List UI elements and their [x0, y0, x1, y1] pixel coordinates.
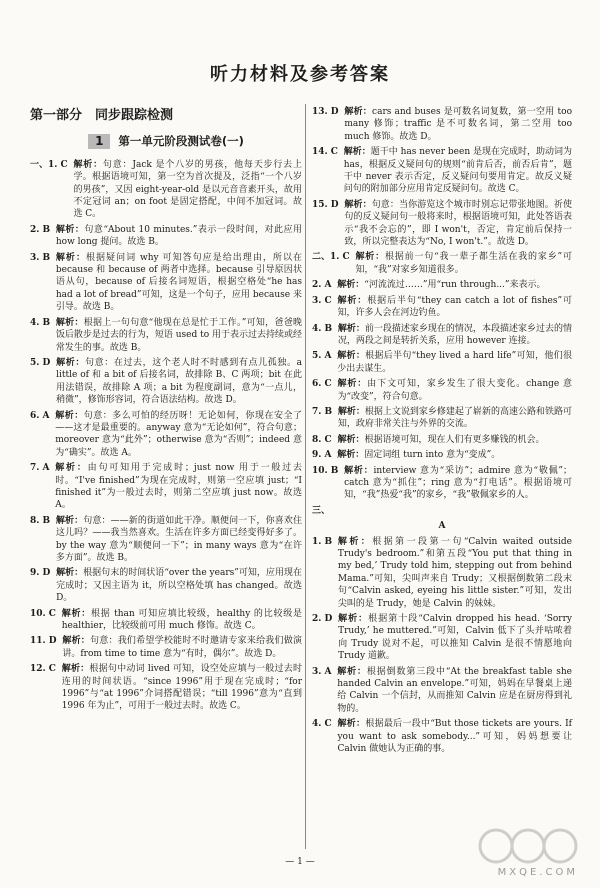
- analysis-label: 解析：: [61, 608, 91, 619]
- analysis-text: 由句可知用于完成时；just now 用于一般过去时。“I've finished”为现在完成时，则第一空应填 just；“I finished it”为一般过去时，则第二空应填 just now。故选 A。: [55, 463, 302, 511]
- answer-number: 2. A: [312, 280, 332, 291]
- answer-item: [312, 378, 572, 403]
- answer-explanation: [56, 515, 302, 565]
- answer-explanation: [344, 465, 572, 502]
- analysis-label: 解析：: [73, 159, 103, 170]
- analysis-label: 解析：: [337, 295, 368, 306]
- answer-explanation: [62, 635, 302, 660]
- analysis-text: interview 意为“采访”；admire 意为“敬佩”；catch 意为“抓住”；ring 意为“打电话”。根据语境可知，“我”热爱“我”的家乡，“我”敬佩家乡的人。: [344, 465, 572, 501]
- analysis-text: 固定词组 turn into 意为“变成”。: [364, 450, 501, 461]
- answer-item: [312, 350, 572, 375]
- unit-title: 第一单元阶段测试卷(一): [118, 134, 244, 149]
- page-number: — 1 —: [285, 857, 315, 867]
- analysis-text: 根据最后一段中“But those tickets are yours. If you want to ask somebody...”可知，妈妈想要让 Calvin 做她认为正确的事。: [337, 719, 572, 755]
- answer-explanation: [337, 449, 572, 461]
- answer-explanation: [337, 666, 572, 716]
- answer-number: 9. D: [30, 568, 51, 579]
- analysis-text: 句意：在过去，这个老人时不时感到有点儿孤独。a little of 和 a bit of 后接名词，故排除 B、C 两项；bit 在此用法错误，故排除 A 项；a bit 为程度副词，意为“一点儿，稍微”，修饰形容词，符合语法结构。故选 D。: [56, 357, 302, 406]
- answer-item: [30, 515, 302, 565]
- answer-explanation: [62, 663, 302, 713]
- answer-item: [312, 536, 572, 610]
- answer-number: 2. D: [312, 614, 333, 625]
- analysis-label: 解析：: [55, 224, 85, 235]
- answer-number: 2. B: [30, 224, 51, 235]
- answer-explanation: [62, 608, 302, 633]
- answer-item: [312, 718, 572, 755]
- section-three-subheading: A: [438, 521, 446, 532]
- analysis-label: 解析：: [55, 410, 84, 421]
- answer-explanation: [73, 159, 302, 221]
- answer-explanation: [337, 378, 572, 403]
- analysis-label: 解析：: [337, 450, 365, 461]
- analysis-label: 解析：: [61, 664, 90, 675]
- analysis-text: 根据前一句“我一辈子都生活在我的家乡”可知，“我”对家乡知道很多。: [355, 252, 572, 275]
- answer-explanation: [338, 406, 572, 431]
- answer-item: [312, 199, 572, 249]
- answer-explanation: [344, 199, 572, 249]
- answer-explanation: [344, 146, 572, 196]
- analysis-text: 前一段描述家乡现在的情况，本段描述家乡过去的情况，两段之间是转折关系，应用 however 连接。: [337, 323, 572, 346]
- unit-number-badge: 1: [88, 134, 110, 148]
- analysis-label: 解析：: [338, 614, 369, 625]
- answer-explanation: [338, 323, 572, 348]
- answer-list-right: [312, 106, 572, 502]
- unit-heading: [30, 134, 302, 148]
- analysis-label: 解析：: [337, 351, 366, 362]
- answer-item: [312, 666, 572, 716]
- analysis-text: 根据疑问词 why 可知答句应是给出理由，所以在 because 和 because of 两者中选择。because 引导原因状语从句，because of 后接名词短语，根据空格处“he has had a lot of bread”可知，这是一个句子，应用 because 来引导。故选 B。: [55, 252, 302, 313]
- answer-number: 7. B: [312, 406, 333, 417]
- page-title: 听力材料及参考答案: [210, 64, 390, 85]
- answer-explanation: [56, 224, 302, 249]
- answer-item: [30, 317, 302, 354]
- answer-number: 3. B: [30, 252, 51, 263]
- analysis-text: 由下文可知，家乡发生了很大变化。change 意为“改变”，符合句意。: [337, 379, 572, 402]
- analysis-label: 解析：: [55, 252, 86, 263]
- analysis-text: 根据后半句“they lived a hard life”可知，他们很少出去谋生。: [337, 351, 572, 374]
- answer-item: [312, 406, 572, 431]
- analysis-label: 解析：: [337, 719, 366, 730]
- answer-item: [312, 146, 572, 196]
- analysis-text: 句意：Jack 是个八岁的男孩，他每天步行去上学。根据语境可知，第一空为首次提及，泛指“一个八岁的男孩”，又因 eight-year-old 是以元音音素开头，故用不定冠词 an；on foot 是固定搭配，中间不加冠词。故选 C。: [73, 159, 302, 220]
- analysis-label: 解析：: [55, 515, 84, 526]
- answer-number: 一、1. C: [30, 159, 68, 170]
- answer-explanation: [355, 251, 572, 276]
- answer-item: [312, 295, 572, 320]
- answer-item: [312, 434, 572, 446]
- answer-item: [30, 608, 302, 633]
- analysis-text: 根据句中动词 lived 可知，设空处应填与一般过去时连用的时间状语。“since 1996”用于现在完成时；“for 1996”与“at 1996”介词搭配错误；“till 1996”意为“直到 1996 年为止”，可用于一般过去时。故选 C。: [61, 664, 302, 712]
- answer-number: 12. C: [30, 664, 56, 675]
- answer-number: 4. B: [30, 317, 51, 328]
- analysis-text: 根据语境可知，现在人们有更多赚钱的机会。: [364, 434, 545, 445]
- answer-number: 15. D: [312, 199, 339, 210]
- answer-number: 5. D: [30, 357, 51, 368]
- answer-number: 11. D: [30, 636, 57, 647]
- answer-explanation: [56, 357, 302, 407]
- answer-number: 3. C: [312, 295, 332, 306]
- analysis-label: 解析：: [343, 147, 371, 158]
- answer-number: 3. A: [312, 666, 332, 677]
- column-divider: [305, 104, 306, 849]
- answer-list-reading: [312, 536, 572, 756]
- answer-item: [312, 449, 572, 461]
- analysis-label: 解析：: [344, 107, 373, 117]
- analysis-label: 解析：: [344, 199, 372, 210]
- answer-explanation: [56, 317, 302, 354]
- analysis-text: 题干中 has never been 是现在完成时，助动词为 has，根据反义疑问句的规则“前肯后否，前否后肯”，题干中 never 表示否定，反义疑问句要用肯定。故反义疑问句的附加部分应用肯定反疑问句。故选 C。: [343, 147, 572, 195]
- section-three-heading: 三、: [312, 505, 331, 516]
- answer-explanation: [337, 350, 572, 375]
- part-heading: 第一部分 同步跟踪检测: [30, 108, 174, 123]
- answer-number: 14. C: [312, 147, 338, 158]
- answer-explanation: [56, 252, 302, 314]
- answer-item: [30, 635, 302, 660]
- answer-number: 10. C: [30, 608, 56, 619]
- answer-item: [312, 279, 572, 291]
- analysis-text: 句意“About 10 minutes.”表示一段时间，对此应用 how long 提问。故选 B。: [55, 224, 302, 248]
- watermark-text: MXQE.COM: [497, 867, 578, 878]
- analysis-label: 解析：: [337, 536, 373, 547]
- answer-explanation: [337, 279, 572, 291]
- answer-number: 4. B: [312, 323, 333, 334]
- analysis-label: 解析：: [337, 434, 365, 445]
- answer-number: 6. C: [312, 379, 332, 390]
- analysis-label: 解析：: [337, 323, 365, 334]
- answer-number: 5. A: [312, 351, 332, 362]
- answer-number: 1. B: [312, 536, 333, 547]
- analysis-text: 根据 than 可知应填比较级，healthy 的比较级是 healthier，比较级前可用 much 修饰。故选 C。: [61, 608, 302, 632]
- answer-item: [30, 567, 302, 604]
- analysis-text: 句意：当你游览这个城市时别忘记带张地图。祈使句的反义疑问句一般将来时，根据语境可知，此处答语表示“我不会忘的”，即 I won't，否定，肯定前后保持一致，所以完整表达为“No, I won't.”。故选 D。: [344, 199, 572, 248]
- answer-explanation: [338, 613, 572, 663]
- analysis-label: 解析：: [337, 406, 365, 417]
- analysis-text: 根据倒数第三段中“At the breakfast table she handed Calvin an envelope.”可知，妈妈在早餐桌上递给 Calvin 一个信封，从而推知 Calvin 应是在厨房得到礼物的。: [337, 666, 572, 714]
- analysis-label: 解析：: [55, 463, 88, 474]
- analysis-text: 句意：我们希望学校能时不时邀请专家来给我们做演讲。from time to time 意为“有时，偶尔”。故选 D。: [62, 636, 302, 659]
- analysis-label: 解析：: [56, 568, 84, 579]
- answer-explanation: [337, 295, 572, 320]
- answer-explanation: [55, 462, 302, 512]
- analysis-label: 解析：: [344, 465, 374, 476]
- analysis-label: 解析：: [337, 379, 368, 390]
- answer-item: [30, 462, 302, 512]
- analysis-label: 解析：: [355, 252, 385, 263]
- answer-item: [312, 613, 572, 663]
- answer-explanation: [55, 410, 302, 460]
- analysis-label: 解析：: [55, 317, 84, 328]
- analysis-text: 根据上一句句意“他现在总是忙于工作。”可知，爸爸晚饭后散步是过去的行为，短语 used to 用于表示过去持续或经常发生的事。故选 B。: [55, 317, 302, 353]
- analysis-label: 解析：: [337, 280, 365, 291]
- answer-explanation: [337, 434, 572, 446]
- answer-item: [30, 357, 302, 407]
- answer-number: 9. A: [312, 450, 332, 461]
- analysis-text: 根据第十段“Calvin dropped his head. ‘Sorry Trudy,’ he muttered.”可知，Calvin 低下了头并咕哝着向 Trudy 说对不起，可以推知 Calvin 是很不情愿地向 Trudy 道歉。: [338, 614, 572, 662]
- analysis-text: 根据句末的时间状语“over the years”可知，应用现在完成时；又因主语为 it，所以空格处填 has changed。故选 D。: [56, 568, 302, 604]
- answer-item: [312, 465, 572, 502]
- analysis-text: 根据第一段第一句“Calvin waited outside Trudy's bedroom.”和第五段“You put that thing in my bed,’ Trudy told him, stepping out from behind Mama.”可知，尖叫声来自 Trudy；又根据倒数第二段末句“Calvin asked, eyeing his little sister.”可知，发出尖叫的是 Trudy，她是 Calvin 的妹妹。: [337, 536, 572, 609]
- answer-explanation: [338, 536, 572, 610]
- answer-item: [30, 252, 302, 314]
- analysis-text: 根据上文说到家乡修建起了崭新的高速公路和铁路可知，政府非常关注与外界的交流。: [337, 406, 572, 430]
- answer-number: 7. A: [30, 463, 50, 474]
- answer-number: 6. A: [30, 410, 50, 421]
- answer-item: [312, 251, 572, 276]
- answer-number: 二、1. C: [312, 252, 350, 263]
- left-column: [30, 106, 302, 716]
- analysis-text: 句意：多么可怕的经历呀！无论如何，你现在安全了——这才是最重要的。anyway 意为“无论如何”，符合句意；moreover 意为“此外”；otherwise 意为“否则”；indeed 意为“确实”。故选 A。: [55, 410, 302, 458]
- answer-item: [312, 106, 572, 143]
- analysis-text: cars and buses 是可数名词复数，第一空用 too many 修饰；traffic 是不可数名词，第二空用 too much 修饰。故选 D。: [344, 107, 572, 142]
- answer-item: [30, 410, 302, 460]
- answer-explanation: [56, 567, 302, 604]
- answer-number: 8. B: [30, 515, 51, 526]
- answer-list-left: [30, 159, 302, 713]
- analysis-text: 根据后半句“they can catch a lot of fishes”可知，许多人会在河边钓鱼。: [337, 295, 572, 319]
- analysis-label: 解析：: [337, 666, 367, 677]
- answer-explanation: [337, 718, 572, 755]
- answer-explanation: [344, 106, 572, 143]
- answer-item: [30, 663, 302, 713]
- analysis-label: 解析：: [62, 636, 91, 647]
- answer-item: [312, 323, 572, 348]
- answer-number: 13. D: [312, 107, 339, 117]
- right-column: [312, 106, 572, 759]
- answer-number: 8. C: [312, 434, 332, 445]
- answer-number: 4. C: [312, 719, 332, 730]
- analysis-text: “河流流过……”用“run through...”来表示。: [364, 280, 546, 291]
- analysis-text: 句意：——新的街道如此干净。顺便问一下，你喜欢住这儿吗？——我当然喜欢。生活在许多方面已经变得好多了。by the way 意为“顺便问一下”；in many ways 意为“在许多方面”。故选 B。: [55, 515, 302, 563]
- answer-item: [30, 224, 302, 249]
- analysis-label: 解析：: [56, 357, 85, 368]
- answer-number: 10. B: [312, 465, 339, 476]
- answer-item: [30, 159, 302, 221]
